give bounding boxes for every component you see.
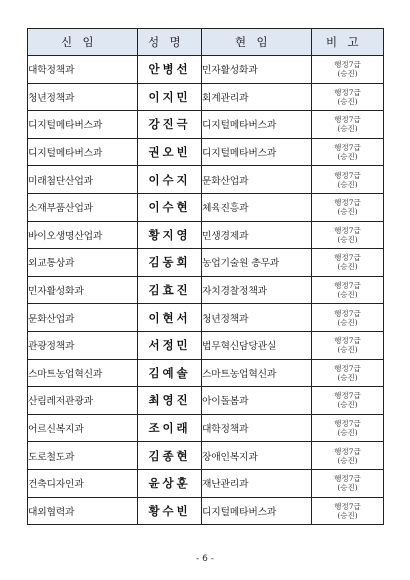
header-row [28,29,384,56]
note-cell [312,442,384,470]
table-row [28,249,384,277]
new-post-cell: 민자활성화과 [28,276,138,304]
table-row [28,359,384,387]
current-post-cell: 자치경찰정책과 [202,276,312,304]
table-row [28,414,384,442]
note-grade: 행정7급 [334,419,361,429]
current-post-cell: 재난관리과 [202,469,312,497]
personnel-table [27,28,384,525]
current-post-cell: 스마트농업혁신과 [202,359,312,387]
note-grade: 행정7급 [334,501,361,511]
name-cell: 이지민 [138,83,202,111]
name-cell: 김종현 [138,442,202,470]
table-row [28,442,384,470]
current-post-cell: 민생경제과 [202,221,312,249]
note-cell [312,138,384,166]
note-grade: 행정7급 [334,87,361,97]
new-post-cell: 스마트농업혁신과 [28,359,138,387]
note-remark: (승진) [337,152,358,162]
header-name: 성명 [138,29,202,56]
name-cell: 최영진 [138,387,202,415]
note-remark: (승진) [337,207,358,217]
note-cell [312,83,384,111]
note-remark: (승진) [337,317,358,327]
new-post-cell: 청년정책과 [28,83,138,111]
note-grade: 행정7급 [334,474,361,484]
note-grade: 행정7급 [334,115,361,125]
table-row [28,387,384,415]
current-post-cell: 회계관리과 [202,83,312,111]
note-cell [312,111,384,139]
name-cell: 윤상훈 [138,469,202,497]
new-post-cell: 산림레저관광과 [28,387,138,415]
current-post-cell: 농업기술원 총무과 [202,249,312,277]
new-post-cell: 문화산업과 [28,304,138,332]
current-post-cell: 문화산업과 [202,166,312,194]
name-cell: 이수지 [138,166,202,194]
note-grade: 행정7급 [334,60,361,70]
name-cell: 김효진 [138,276,202,304]
new-post-cell: 관광정책과 [28,331,138,359]
note-remark: (승진) [337,179,358,189]
table-row [28,469,384,497]
name-cell: 강진극 [138,111,202,139]
new-post-cell: 소재부품산업과 [28,193,138,221]
new-post-cell: 바이오생명산업과 [28,221,138,249]
name-cell: 김예솔 [138,359,202,387]
new-post-cell: 건축디자인과 [28,469,138,497]
note-remark: (승진) [337,69,358,79]
table-row [28,331,384,359]
note-remark: (승진) [337,400,358,410]
table-row [28,276,384,304]
current-post-cell: 장애인복지과 [202,442,312,470]
current-post-cell: 디지털메타버스과 [202,497,312,525]
page-number: - 6 - [196,554,214,564]
note-grade: 행정7급 [334,446,361,456]
name-cell: 황수빈 [138,497,202,525]
name-cell: 김동희 [138,249,202,277]
table-row [28,304,384,332]
table-row [28,111,384,139]
note-cell [312,276,384,304]
name-cell: 안병선 [138,56,202,84]
note-remark: (승진) [337,345,358,355]
note-cell [312,193,384,221]
note-grade: 행정7급 [334,363,361,373]
new-post-cell: 미래첨단산업과 [28,166,138,194]
name-cell: 서정민 [138,331,202,359]
current-post-cell: 체육진흥과 [202,193,312,221]
name-cell: 황지영 [138,221,202,249]
note-remark: (승진) [337,372,358,382]
note-remark: (승진) [337,483,358,493]
note-grade: 행정7급 [334,336,361,346]
note-cell [312,56,384,84]
current-post-cell: 디지털메타버스과 [202,111,312,139]
name-cell: 이현서 [138,304,202,332]
note-cell [312,359,384,387]
note-cell [312,304,384,332]
note-cell [312,221,384,249]
note-remark: (승진) [337,124,358,134]
new-post-cell: 외교통상과 [28,249,138,277]
note-cell [312,414,384,442]
new-post-cell: 디지털메타버스과 [28,111,138,139]
name-cell: 권오빈 [138,138,202,166]
note-cell [312,166,384,194]
note-cell [312,387,384,415]
note-remark: (승진) [337,428,358,438]
header-new-post: 신임 [28,29,138,56]
note-grade: 행정7급 [334,198,361,208]
table-row [28,221,384,249]
current-post-cell: 아이돌봄과 [202,387,312,415]
note-grade: 행정7급 [334,143,361,153]
table-row [28,138,384,166]
note-grade: 행정7급 [334,225,361,235]
note-grade: 행정7급 [334,391,361,401]
current-post-cell: 디지털메타버스과 [202,138,312,166]
table-row [28,193,384,221]
header-current-post: 현임 [202,29,312,56]
name-cell: 조이래 [138,414,202,442]
note-remark: (승진) [337,290,358,300]
note-cell [312,469,384,497]
note-grade: 행정7급 [334,308,361,318]
table-row [28,166,384,194]
table-row [28,56,384,84]
current-post-cell: 민자활성화과 [202,56,312,84]
note-remark: (승진) [337,96,358,106]
current-post-cell: 대학정책과 [202,414,312,442]
name-cell: 이수현 [138,193,202,221]
note-grade: 행정7급 [334,253,361,263]
current-post-cell: 법무혁신담당관실 [202,331,312,359]
note-remark: (승진) [337,510,358,520]
new-post-cell: 디지털메타버스과 [28,138,138,166]
note-remark: (승진) [337,234,358,244]
current-post-cell: 청년정책과 [202,304,312,332]
new-post-cell: 어르신복지과 [28,414,138,442]
note-remark: (승진) [337,262,358,272]
note-grade: 행정7급 [334,281,361,291]
new-post-cell: 도로철도과 [28,442,138,470]
table-row [28,83,384,111]
note-cell [312,249,384,277]
table-header [28,29,384,56]
note-cell [312,331,384,359]
table-row [28,497,384,525]
note-cell [312,497,384,525]
table-body [28,56,384,525]
note-remark: (승진) [337,455,358,465]
new-post-cell: 대학정책과 [28,56,138,84]
new-post-cell: 대외협력과 [28,497,138,525]
note-grade: 행정7급 [334,170,361,180]
header-note: 비고 [312,29,384,56]
